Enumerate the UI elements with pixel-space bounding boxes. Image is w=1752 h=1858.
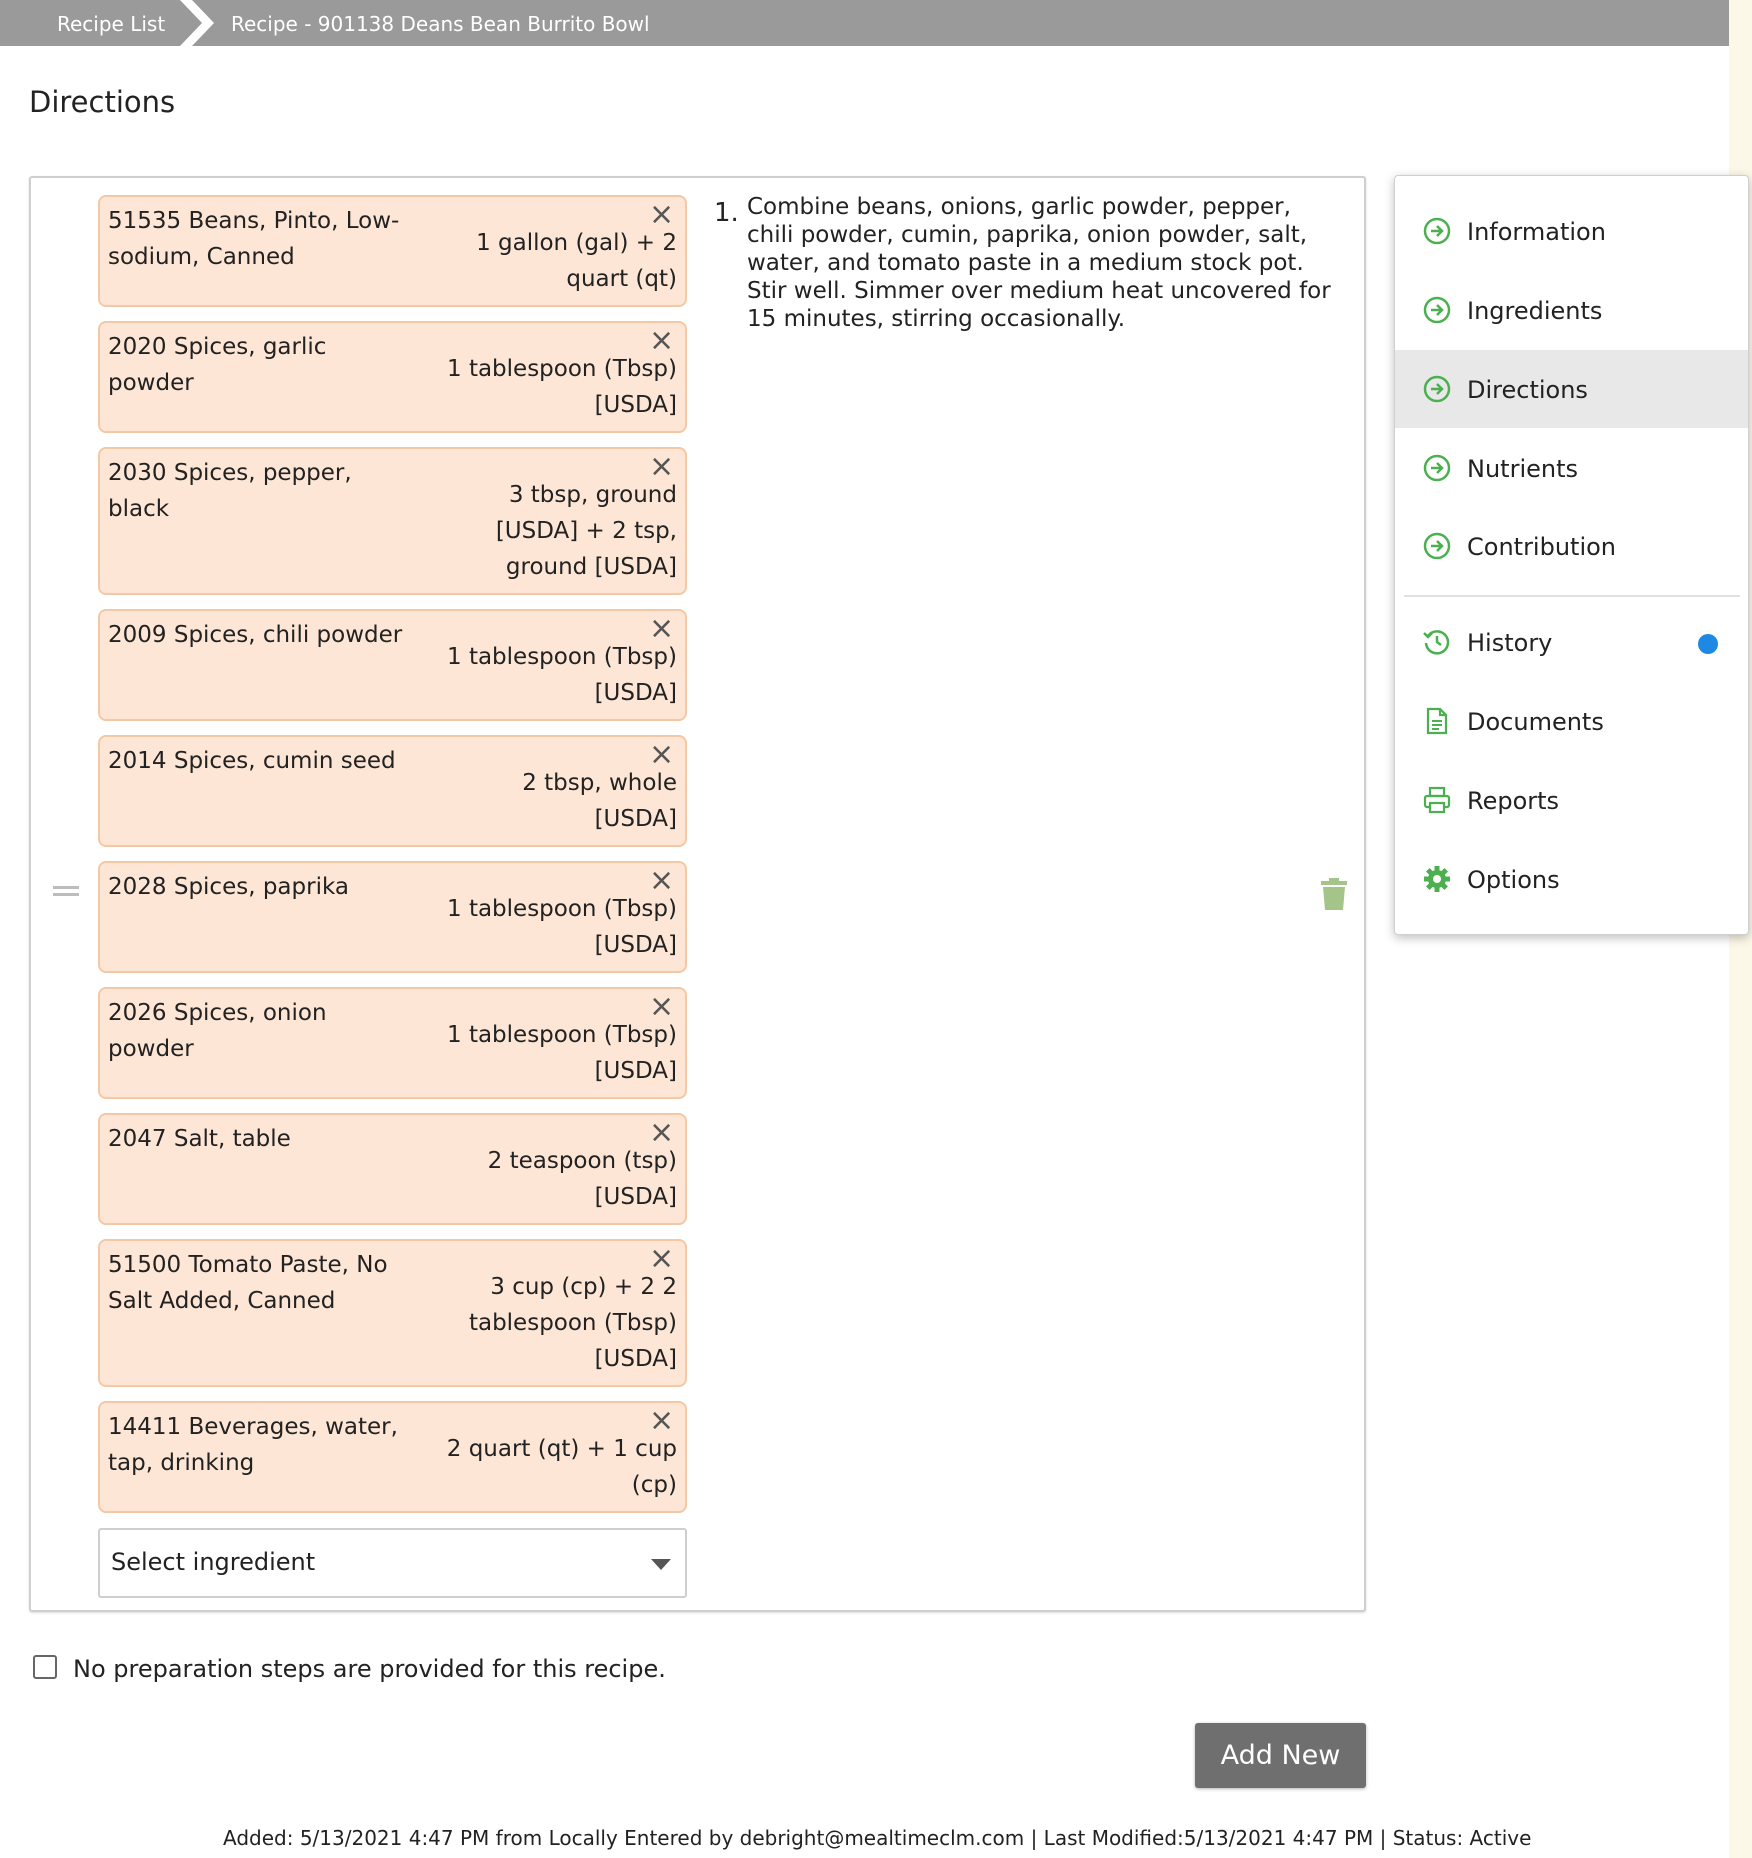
remove-ingredient-icon[interactable]: × [649,197,675,232]
breadcrumb-recipe-list[interactable]: Recipe List [57,12,166,36]
menu-item-contribution[interactable] [1395,507,1748,585]
arrow-circle-right-icon [1422,216,1452,246]
record-status-footer: Added: 5/13/2021 4:47 PM from Locally Entered by debright@mealtimeclm.com | Last Modified:5/13/2021 4:47 PM | Status: Active [223,1826,1532,1850]
ingredient-card [98,447,687,595]
no-prep-steps-checkbox[interactable] [33,1655,57,1679]
ingredient-name: 14411 Beverages, water, tap, drinking [108,1414,398,1476]
menu-item-label: Nutrients [1467,455,1578,483]
ingredient-quantity: 1 tablespoon (Tbsp) [USDA] [447,1022,677,1084]
ingredient-name: 2014 Spices, cumin seed [108,748,396,774]
remove-ingredient-icon[interactable]: × [649,1403,675,1438]
menu-item-label: Contribution [1467,533,1617,561]
step-number: 1. [714,198,739,228]
ingredient-quantity: 1 tablespoon (Tbsp) [USDA] [447,356,677,418]
ingredient-quantity: 1 gallon (gal) + 2 quart (qt) [476,230,677,292]
ingredient-name: 51500 Tomato Paste, No Salt Added, Canned [108,1252,388,1314]
ingredient-name: 2028 Spices, paprika [108,874,349,900]
ingredient-quantity: 3 cup (cp) + 2 2 tablespoon (Tbsp) [USDA] [468,1274,677,1372]
ingredient-quantity: 1 tablespoon (Tbsp) [USDA] [447,896,677,958]
menu-item-label: Documents [1467,708,1604,736]
menu-item-information[interactable] [1395,192,1748,270]
breadcrumb-current-recipe: Recipe - 901138 Deans Bean Burrito Bowl [231,12,650,36]
direction-step-panel [29,176,1366,1612]
ingredient-card [98,1401,687,1513]
menu-item-label: Information [1467,218,1606,246]
menu-item-documents[interactable] [1395,682,1748,760]
drag-handle[interactable] [53,886,79,900]
menu-item-reports[interactable] [1395,761,1748,839]
menu-item-label: Options [1467,866,1560,894]
ingredient-card [98,987,687,1099]
menu-item-options[interactable] [1395,840,1748,918]
ingredient-name: 51535 Beans, Pinto, Low-sodium, Canned [108,208,400,270]
chevron-down-icon [651,1559,671,1570]
menu-item-directions[interactable] [1395,350,1748,428]
ingredient-name: 2030 Spices, pepper, black [108,460,352,522]
arrow-circle-right-icon [1422,295,1452,325]
side-navigation-menu [1394,175,1749,935]
ingredient-card [98,1239,687,1387]
arrow-circle-right-icon [1422,531,1452,561]
add-new-button[interactable]: Add New [1195,1723,1366,1788]
ingredient-name: 2020 Spices, garlic powder [108,334,327,396]
menu-item-label: Directions [1467,376,1588,404]
ingredient-quantity: 3 tbsp, ground [USDA] + 2 tsp, ground [USDA] [495,482,677,580]
ingredient-card [98,609,687,721]
arrow-circle-right-icon [1422,453,1452,483]
menu-item-ingredients[interactable] [1395,271,1748,349]
ingredient-quantity: 2 teaspoon (tsp) [USDA] [487,1148,677,1210]
select-ingredient-placeholder: Select ingredient [111,1548,316,1576]
remove-ingredient-icon[interactable]: × [649,611,675,646]
ingredient-card [98,195,687,307]
ingredient-card [98,735,687,847]
select-ingredient-dropdown[interactable] [98,1528,687,1598]
ingredient-name: 2026 Spices, onion powder [108,1000,327,1062]
trash-icon[interactable] [1321,878,1347,910]
gear-icon [1422,864,1452,894]
ingredient-quantity: 2 quart (qt) + 1 cup (cp) [446,1436,677,1498]
menu-item-label: Reports [1467,787,1560,815]
ingredient-card [98,861,687,973]
ingredient-name: 2047 Salt, table [108,1126,291,1152]
printer-icon [1422,785,1452,815]
remove-ingredient-icon[interactable]: × [649,1115,675,1150]
menu-item-label: Ingredients [1467,297,1603,325]
ingredient-card [98,1113,687,1225]
menu-item-nutrients[interactable] [1395,429,1748,507]
remove-ingredient-icon[interactable]: × [649,1241,675,1276]
remove-ingredient-icon[interactable]: × [649,449,675,484]
breadcrumb [0,0,1729,46]
arrow-circle-right-icon [1422,374,1452,404]
step-text[interactable]: Combine beans, onions, garlic powder, pepper, chili powder, cumin, paprika, onion powder, salt, water, and tomato paste in a medium stock pot. Stir well. Simmer over medium heat uncovered for 15 minutes, stirring occasionally. [747,194,1331,332]
menu-divider [1404,595,1740,597]
ingredient-quantity: 1 tablespoon (Tbsp) [USDA] [447,644,677,706]
remove-ingredient-icon[interactable]: × [649,989,675,1024]
no-prep-steps-label: No preparation steps are provided for this recipe. [73,1655,666,1683]
remove-ingredient-icon[interactable]: × [649,737,675,772]
notification-dot [1698,634,1718,654]
history-icon [1422,627,1452,657]
menu-item-history[interactable] [1395,603,1748,681]
ingredient-quantity: 2 tbsp, whole [USDA] [522,770,677,832]
remove-ingredient-icon[interactable]: × [649,863,675,898]
document-icon [1422,706,1452,736]
ingredient-name: 2009 Spices, chili powder [108,622,403,648]
page-title: Directions [29,85,176,119]
remove-ingredient-icon[interactable]: × [649,323,675,358]
menu-item-label: History [1467,629,1553,657]
ingredient-card [98,321,687,433]
breadcrumb-separator-icon [180,0,214,46]
